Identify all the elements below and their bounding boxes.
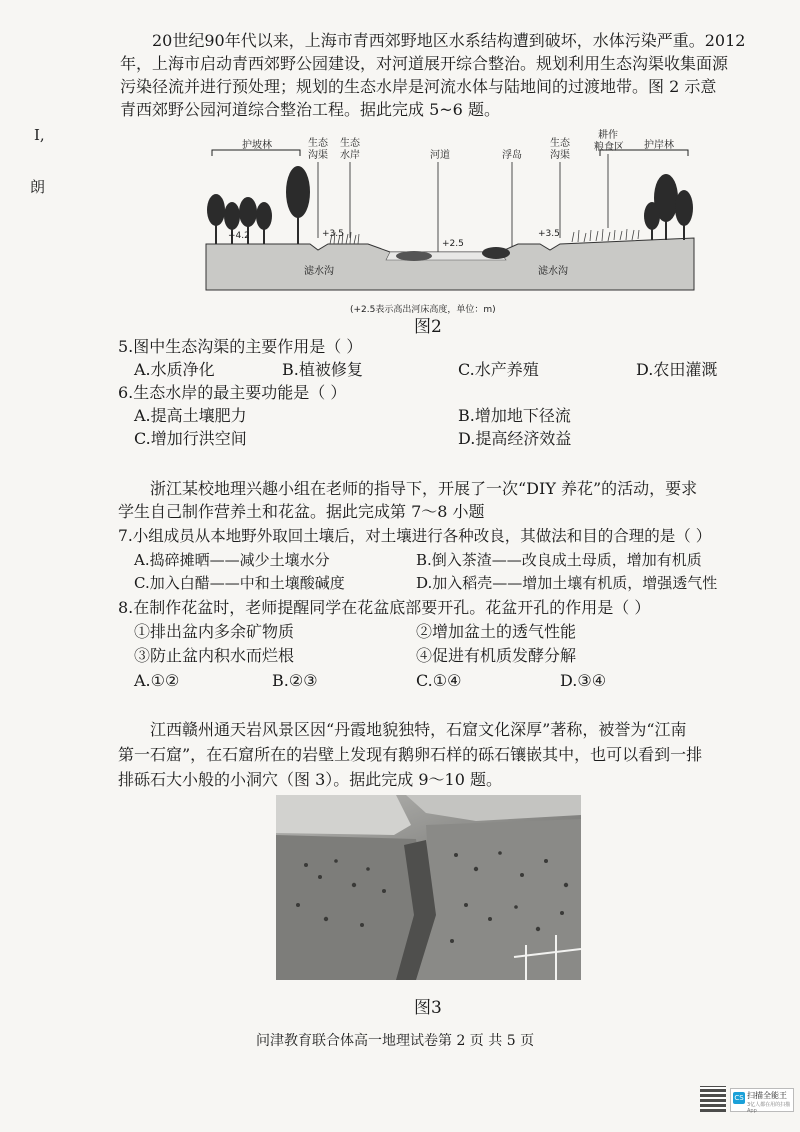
height-marker: +3.5: [322, 229, 344, 239]
option-c[interactable]: C.增加行洪空间: [134, 429, 247, 448]
question-stem: 6.生态水岸的最主要功能是（ ）: [118, 383, 347, 402]
svg-text:粮食区: 粮食区: [594, 142, 624, 153]
option-a[interactable]: A.①②: [134, 671, 180, 690]
paragraph-line: 污染径流并进行预处理；规划的生态水岸是河流水体与陆地间的过渡地带。图 2 示意: [120, 77, 717, 96]
option-d[interactable]: D.提高经济效益: [458, 429, 572, 448]
question-stem: 8.在制作花盆时，老师提醒同学在花盆底部要开孔。花盆开孔的作用是（ ）: [118, 598, 651, 617]
statement-3: ③防止盆内积水而烂根: [134, 646, 295, 665]
label-farmland: 耕作: [598, 130, 618, 141]
option-a[interactable]: A.水质净化: [134, 360, 215, 379]
scanner-watermark: [730, 1088, 794, 1112]
label-floating-island: 浮岛: [502, 150, 522, 161]
figure-note: (+2.5表示高出河床高度，单位：m): [350, 305, 496, 315]
label-river: 河道: [430, 150, 450, 161]
option-d[interactable]: D.农田灌溉: [636, 360, 718, 379]
paragraph-line: 浙江某校地理兴趣小组在老师的指导下，开展了一次“DIY 养花”的活动，要求: [150, 479, 698, 498]
option-c[interactable]: C.加入白醋——中和土壤酸碱度: [134, 574, 345, 592]
paragraph-line: 年，上海市启动青西郊野公园建设，对河道展开综合整治。规划利用生态沟渠收集面源: [120, 54, 729, 73]
svg-text:沟渠: 沟渠: [550, 150, 570, 161]
height-marker: +4.2: [228, 231, 250, 241]
paragraph-line: 青西郊野公园河道综合整治工程。据此完成 5~6 题。: [120, 100, 500, 119]
figure-caption: 图3: [414, 998, 442, 1018]
rock-texture: [276, 795, 581, 980]
option-a[interactable]: A.提高土壤肥力: [134, 406, 247, 425]
question-stem: 5.图中生态沟渠的主要作用是（ ）: [118, 337, 363, 356]
svg-text:沟渠: 沟渠: [308, 150, 328, 161]
svg-text:水岸: 水岸: [340, 150, 360, 161]
paragraph-line: 学生自己制作营养土和花盆。据此完成第 7～8 小题: [118, 502, 485, 521]
page-footer: 问津教育联合体高一地理试卷第 2 页 共 5 页: [256, 1033, 535, 1049]
label-bank-forest: 护岸林: [644, 140, 674, 151]
option-b[interactable]: B.②③: [272, 671, 318, 690]
height-marker: +3.5: [538, 229, 560, 239]
scanner-logo-icon: CS: [734, 1094, 744, 1102]
option-d[interactable]: D.加入稻壳——增加土壤有机质，增强透气性: [416, 574, 718, 592]
label-filter-ditch-left: 滤水沟: [304, 266, 334, 277]
label-eco-ditch-left: 生态: [308, 138, 328, 149]
paragraph-line: 排砾石大小般的小洞穴（图 3）。据此完成 9～10 题。: [118, 770, 502, 789]
option-a[interactable]: A.捣碎摊晒——减少土壤水分: [134, 551, 330, 569]
option-c[interactable]: C.①④: [416, 671, 462, 690]
option-b[interactable]: B.增加地下径流: [458, 406, 571, 425]
option-c[interactable]: C.水产养殖: [458, 360, 539, 379]
label-eco-ditch-right: 生态: [550, 138, 570, 149]
option-b[interactable]: B.植被修复: [282, 360, 363, 379]
label-slope-forest: 护坡林: [242, 140, 272, 151]
river-remediation-diagram: [200, 128, 700, 318]
qr-code-icon: [700, 1086, 726, 1112]
label-eco-bank: 生态: [340, 138, 360, 149]
statement-1: ①排出盆内多余矿物质: [134, 622, 295, 641]
paragraph-line: 第一石窟”，在石窟所在的岩壁上发现有鹅卵石样的砾石镶嵌其中，也可以看到一排: [118, 745, 703, 764]
paragraph-line: 江西赣州通天岩风景区因“丹霞地貌独特，石窟文化深厚”著称，被誉为“江南: [150, 720, 687, 739]
option-b[interactable]: B.倒入茶渣——改良成土母质，增加有机质: [416, 551, 702, 569]
label-filter-ditch-right: 滤水沟: [538, 266, 568, 277]
margin-mark: I,: [34, 126, 45, 144]
margin-mark: 朗: [30, 178, 46, 196]
grotto-rock-photo: [276, 795, 581, 980]
height-marker: +2.5: [442, 239, 464, 249]
figure-caption: 图2: [414, 317, 442, 337]
question-stem: 7.小组成员从本地野外取回土壤后，对土壤进行各种改良，其做法和目的合理的是（ ）: [118, 527, 712, 545]
option-d[interactable]: D.③④: [560, 671, 607, 690]
watermark-subtitle: 3亿人都在用的扫描App: [747, 1102, 791, 1114]
watermark-name: 扫描全能王: [747, 1091, 787, 1100]
statement-2: ②增加盆土的透气性能: [416, 622, 577, 641]
paragraph-line: 20世纪90年代以来，上海市青西郊野地区水系结构遭到破坏，水体污染严重。2012: [152, 31, 746, 50]
statement-4: ④促进有机质发酵分解: [416, 646, 577, 665]
